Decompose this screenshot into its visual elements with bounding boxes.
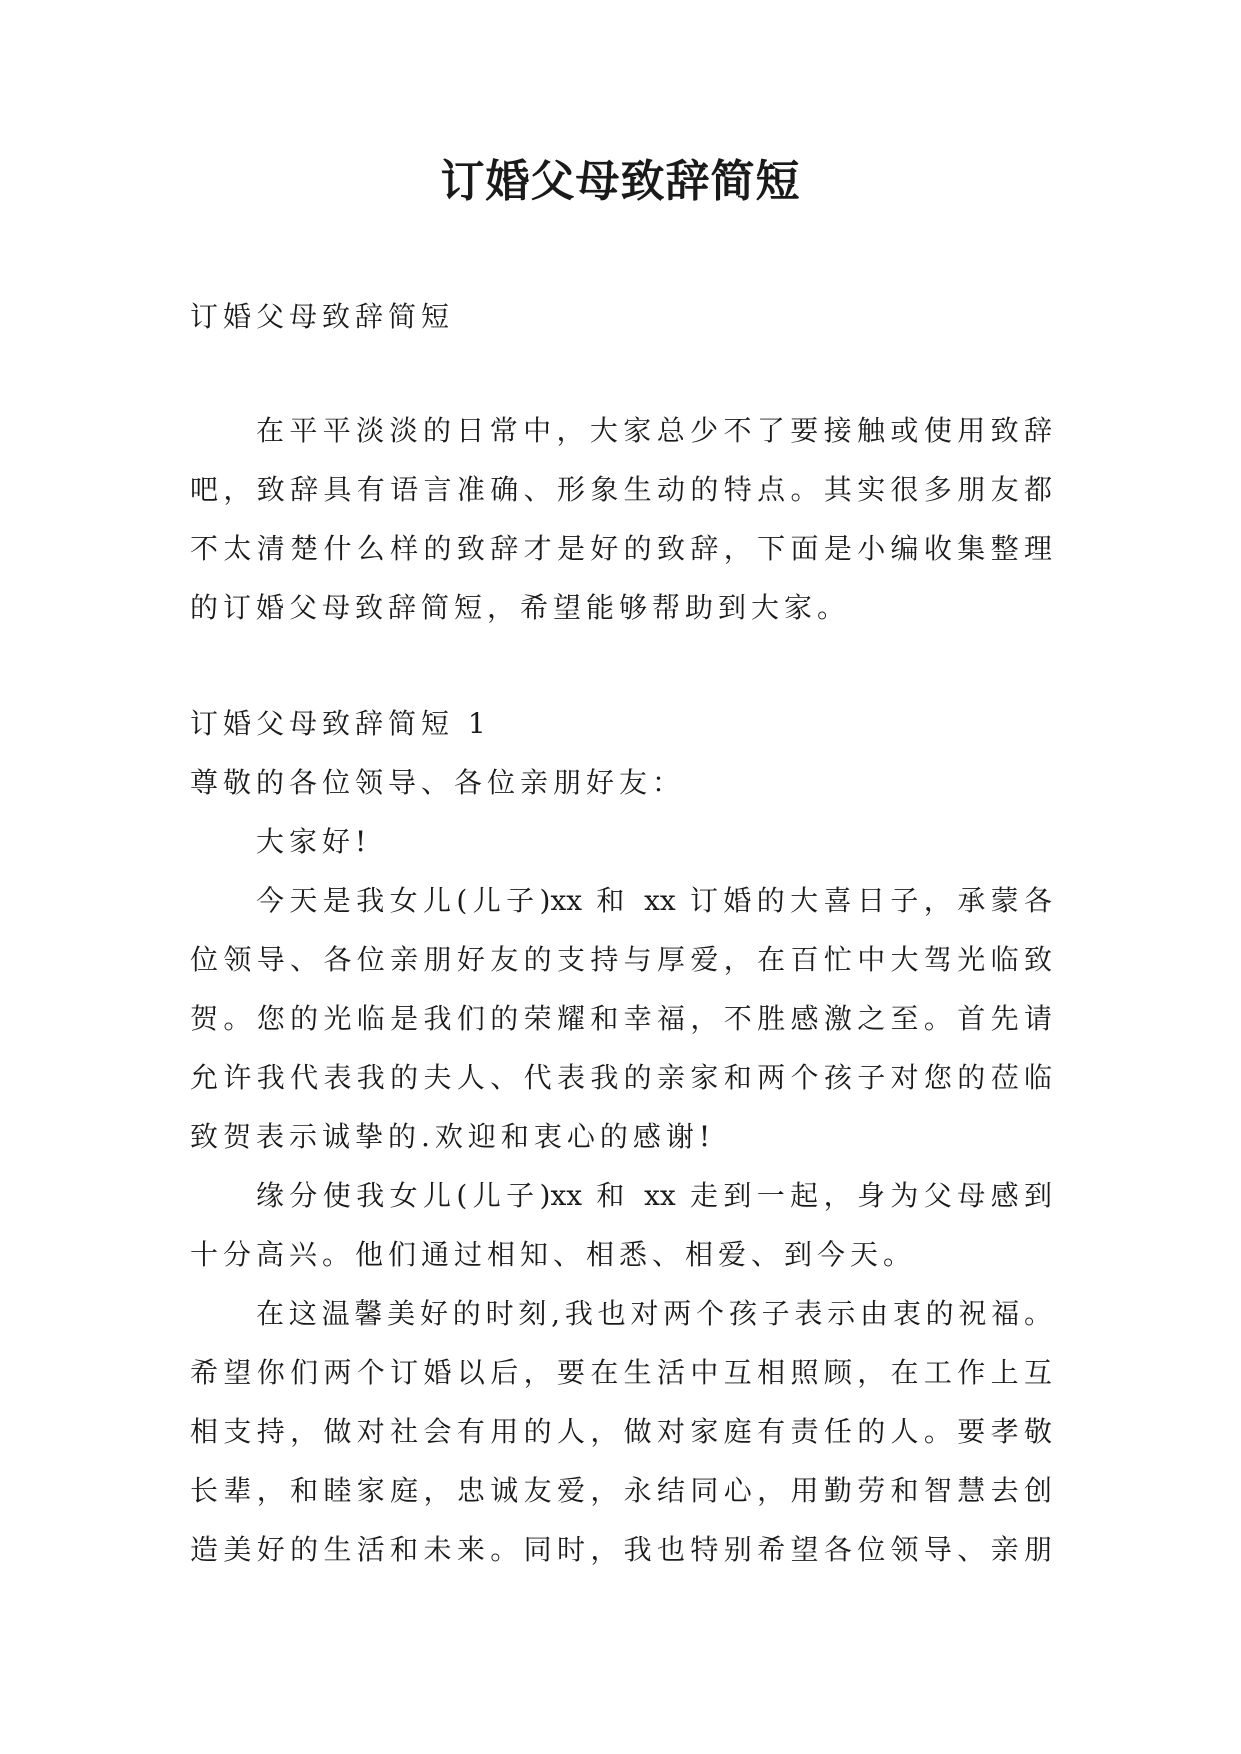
paragraph-line: 贺。您的光临是我们的荣耀和幸福，不胜感激之至。首先请 — [190, 1002, 1052, 1035]
document-subtitle-block — [190, 287, 1052, 346]
salutation: 尊敬的各位领导、各位亲朋好友： — [190, 766, 686, 799]
paragraph-line: 缘分使我女儿(儿子)xx 和 xx 走到一起，身为父母感到 — [256, 1179, 1052, 1212]
paragraph-line: 十分高兴。他们通过相知、相悉、相爱、到今天。 — [190, 1238, 917, 1271]
body-paragraph — [190, 1166, 1052, 1284]
paragraph-line: 的订婚父母致辞简短，希望能够帮助到大家。 — [190, 591, 851, 624]
paragraph-line: 今天是我女儿(儿子)xx 和 xx 订婚的大喜日子，承蒙各 — [256, 884, 1052, 917]
paragraph-line: 在平平淡淡的日常中，大家总少不了要接触或使用致辞 — [256, 414, 1052, 447]
paragraph-line: 长辈，和睦家庭，忠诚友爱，永结同心，用勤劳和智慧去创 — [190, 1474, 1052, 1507]
body-paragraph — [190, 1284, 1052, 1579]
paragraph-line: 造美好的生活和未来。同时，我也特别希望各位领导、亲朋 — [190, 1533, 1052, 1566]
paragraph-line: 在这温馨美好的时刻,我也对两个孩子表示由衷的祝福。 — [256, 1297, 1052, 1330]
document-subtitle: 订婚父母致辞简短 — [190, 300, 455, 333]
paragraph-line: 希望你们两个订婚以后，要在生活中互相照顾，在工作上互 — [190, 1356, 1052, 1389]
body-paragraph — [190, 871, 1052, 1166]
paragraph-line: 位领导、各位亲朋好友的支持与厚爱，在百忙中大驾光临致 — [190, 943, 1052, 976]
paragraph-line: 相支持，做对社会有用的人，做对家庭有责任的人。要孝敬 — [190, 1415, 1052, 1448]
section-heading: 订婚父母致辞简短 1 — [190, 707, 491, 740]
paragraph-line: 吧，致辞具有语言准确、形象生动的特点。其实很多朋友都 — [190, 473, 1052, 506]
intro-paragraph — [190, 401, 1052, 637]
greeting: 大家好! — [256, 825, 372, 858]
speech-section-1 — [190, 694, 1052, 1579]
paragraph-line: 致贺表示诚挚的.欢迎和衷心的感谢! — [190, 1120, 716, 1153]
paragraph-line: 允许我代表我的夫人、代表我的亲家和两个孩子对您的莅临 — [190, 1061, 1052, 1094]
document-title: 订婚父母致辞简短 — [440, 156, 801, 207]
paragraph-line: 不太清楚什么样的致辞才是好的致辞，下面是小编收集整理 — [190, 532, 1052, 565]
